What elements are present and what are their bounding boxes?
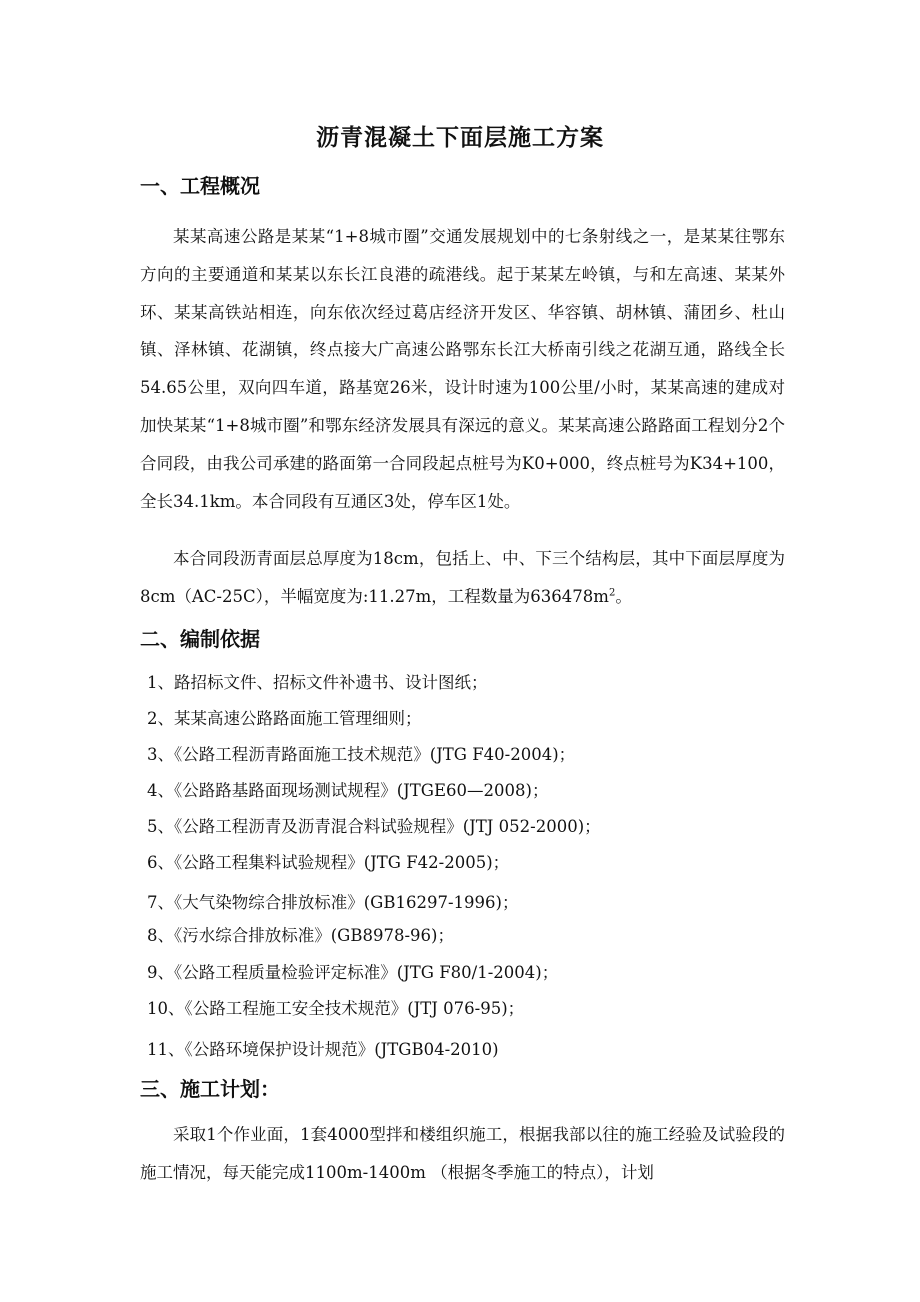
document-title: 沥青混凝土下面层施工方案 [316,124,604,151]
reference-item-4: 4、《公路路基路面现场测试规程》(JTGE60—2008)； [147,781,549,800]
reference-item-1: 1、路招标文件、招标文件补遗书、设计图纸； [147,673,488,692]
reference-item-3: 3、《公路工程沥青路面施工技术规范》(JTG F40-2004)； [147,745,576,764]
section-heading-overview: 一、工程概况 [140,174,260,198]
reference-item-6: 6、《公路工程集料试验规程》(JTG F42-2005)； [147,853,510,872]
section-heading-plan: 三、施工计划： [140,1077,280,1101]
section-heading-basis: 二、编制依据 [140,627,260,651]
overview-paragraph-2-end: 。 [615,586,632,606]
superscript-exponent: 2 [608,587,616,599]
overview-paragraph-1: 某某高速公路是某某“1+8城市圈”交通发展规划中的七条射线之一，是某某往鄂东方向的主要通道和某某以东长江良港的疏港线。起于某某左岭镇，与和左高速、某某外环、某某高铁站相连，向东依次经过葛店经济开发区、华容镇、胡林镇、蒲团乡、杜山镇、泽林镇、花湖镇，终点接大广高速公路鄂东长江大桥南引线之花湖互通，路线全长54.65公里，双向四车道，路基宽26米，设计时速为100公里/小时，某某高速的建成对加快某某“1+8城市圈”和鄂东经济发展具有深远的意义。某某高速公路路面工程划分2个合同段，由我公司承建的路面第一合同段起点桩号为K0+000，终点桩号为K34+100，全长34.1km。本合同段有互通区3处，停车区1处。 [140,227,785,511]
overview-paragraph-2-text: 本合同段沥青面层总厚度为18cm，包括上、中、下三个结构层，其中下面层厚度为8cm（AC-25C），半幅宽度为:11.27m，工程数量为636478m [140,549,785,606]
reference-item-7: 7、《大气染物综合排放标准》(GB16297-1996)； [147,893,519,912]
reference-item-10: 10、《公路工程施工安全技术规范》(JTJ 076-95)； [147,999,525,1018]
overview-paragraph-2 [140,540,785,616]
reference-item-9: 9、《公路工程质量检验评定标准》(JTG F80/1-2004)； [147,963,559,982]
plan-paragraph-1: 采取1个作业面，1套4000型拌和楼组织施工，根据我部以往的施工经验及试验段的施工情况，每天能完成1100m-1400m （根据冬季施工的特点），计划 [140,1125,785,1182]
reference-item-2: 2、某某高速公路路面施工管理细则； [147,709,422,728]
reference-item-5: 5、《公路工程沥青及沥青混合料试验规程》(JTJ 052-2000)； [147,817,601,836]
reference-item-8: 8、《污水综合排放标准》(GB8978-96)； [147,926,454,945]
reference-item-11: 11、《公路环境保护设计规范》(JTGB04-2010) [147,1040,499,1059]
